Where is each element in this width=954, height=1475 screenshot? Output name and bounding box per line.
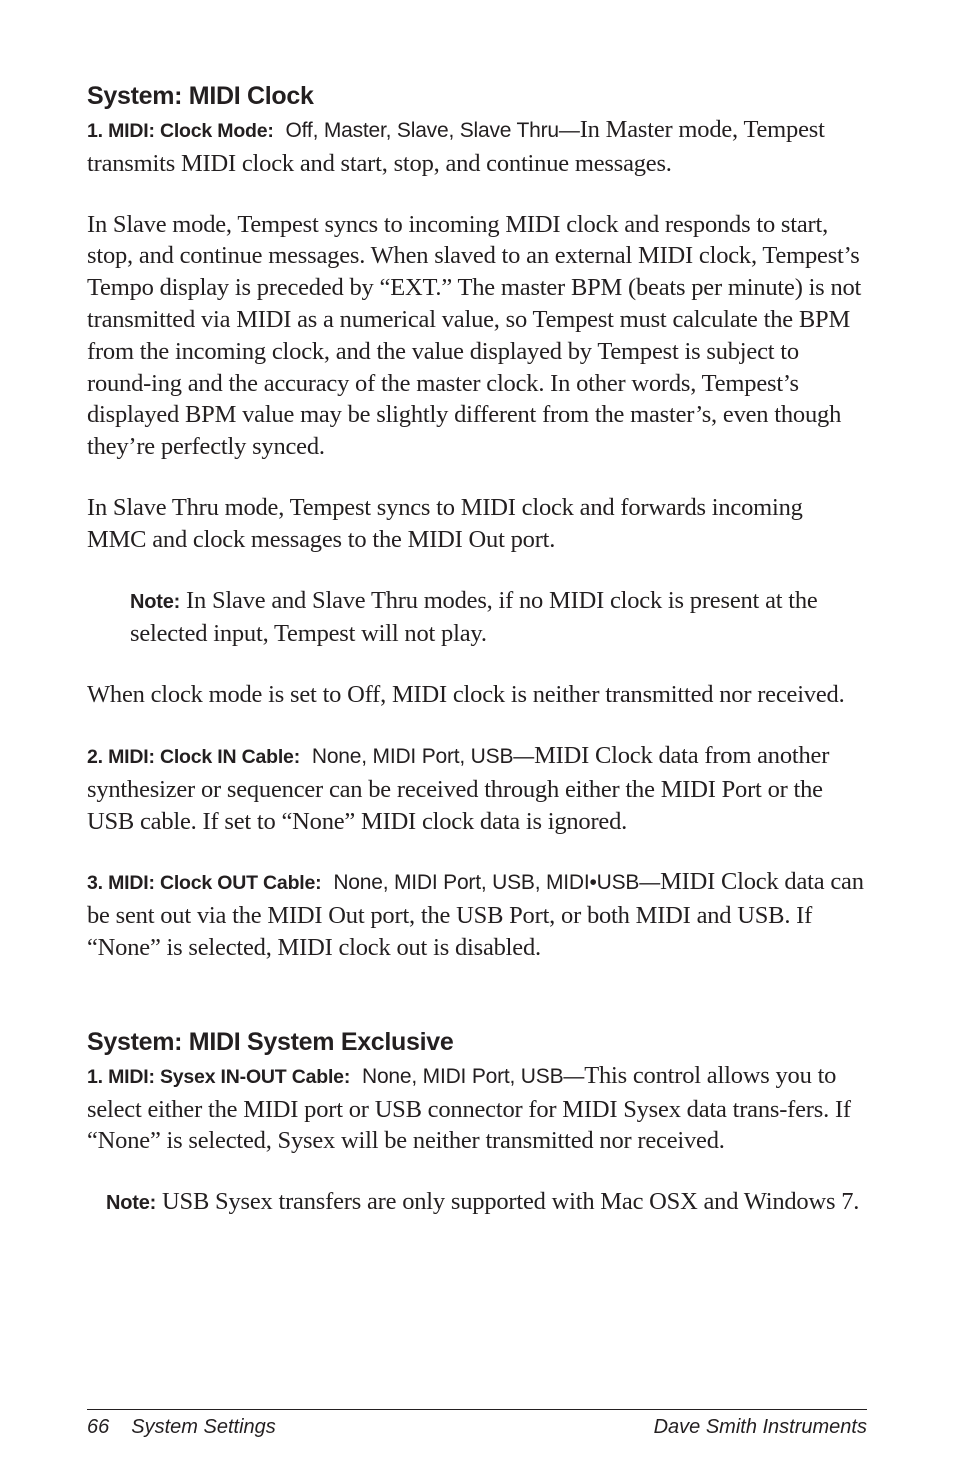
item-description: MIDI Clock data from another synthesizer or sequencer can be received through either the MIDI Port or the USB cable. If set to “None” MIDI clock data is ignored. [87, 741, 830, 835]
section-heading-midi-sysex: System: MIDI System Exclusive [87, 1027, 454, 1056]
option-list: None, MIDI Port, USB [361, 1064, 564, 1088]
paragraph-slave-thru-mode: In Slave Thru mode, Tempest syncs to MIDI clock and forwards incoming MMC and clock messages to the MIDI Out port. [87, 493, 803, 553]
page-number: 66 [87, 1416, 110, 1438]
item-clock-mode: 1. MIDI: Clock Mode: Off, Master, Slave, Slave Thru—In Master mode, Tempest transmits MIDI clock and start, stop, and continue messages. [87, 116, 825, 177]
item-description: This control allows you to select either the MIDI port or USB connector for MIDI Sysex data trans-fers. If “None” is selected, Sysex will be neither transmitted nor received. [87, 1061, 851, 1155]
section-heading-midi-clock: System: MIDI Clock [87, 82, 314, 110]
note-text: USB Sysex transfers are only supported with Mac OSX and Windows 7. [162, 1188, 860, 1216]
section-sysex [87, 1026, 867, 1220]
note-label: Note: [106, 1192, 157, 1215]
item-description: In Master mode, Tempest transmits MIDI clock and start, stop, and continue messages. [87, 116, 825, 177]
option-list: None, MIDI Port, USB, MIDI•USB [333, 871, 640, 895]
term-label: 3. MIDI: Clock OUT Cable: [87, 872, 322, 895]
paragraph-off-mode: When clock mode is set to Off, MIDI clock is neither transmitted nor received. [87, 681, 845, 709]
item-clock-out-cable: 3. MIDI: Clock OUT Cable: None, MIDI Port, USB, MIDI•USB—MIDI Clock data can be sent out via the MIDI Out port, the USB Port, or both MIDI and USB. If “None” is selected, MIDI clock out is disabled. [87, 868, 864, 961]
paragraph-slave-mode: In Slave mode, Tempest syncs to incoming MIDI clock and responds to start, stop, and continue messages. When slaved to an external MIDI clock, Tempest’s Tempo display is preceded by “EXT.” The master BPM (beats per minute) is not transmitted via MIDI as a numerical value, so Tempest must calculate the BPM from the incoming clock, and the value displayed by Tempest is subject to round-ing and the accuracy of the master clock. In other words, Tempest’s displayed BPM value may be slightly different from the master’s, even though they’re perfectly synced. [87, 210, 862, 461]
page-content [87, 80, 867, 1220]
option-list: Off, Master, Slave, Slave Thru [285, 119, 559, 142]
item-description: MIDI Clock data can be sent out via the MIDI Out port, the USB Port, or both MIDI and USB. If “None” is selected, MIDI clock out is disabled. [87, 868, 864, 961]
footer-left [87, 1412, 276, 1442]
page-footer [87, 1409, 867, 1438]
note-usb-sysex [87, 1186, 867, 1220]
item-clock-in-cable: 2. MIDI: Clock IN Cable: None, MIDI Port, USB—MIDI Clock data from another synthesizer or sequencer can be received through either the MIDI Port or the USB cable. If set to “None” MIDI clock data is ignored. [87, 741, 830, 835]
footer-publisher: Dave Smith Instruments [653, 1416, 867, 1438]
item-sysex-cable: 1. MIDI: Sysex IN-OUT Cable: None, MIDI Port, USB—This control allows you to select either the MIDI port or USB connector for MIDI Sysex data trans-fers. If “None” is selected, Sysex will be neither transmitted nor received. [87, 1061, 851, 1155]
note-label: Note: [130, 590, 181, 613]
note-slave-modes [87, 585, 867, 651]
term-label: 1. MIDI: Clock Mode: [87, 120, 274, 142]
option-list: None, MIDI Port, USB [311, 744, 514, 768]
term-label: 2. MIDI: Clock IN Cable: [87, 745, 300, 768]
note-text: In Slave and Slave Thru modes, if no MIDI clock is present at the selected input, Tempest will not play. [130, 586, 818, 648]
footer-section-name: System Settings [131, 1416, 276, 1438]
term-label: 1. MIDI: Sysex IN-OUT Cable: [87, 1065, 351, 1088]
